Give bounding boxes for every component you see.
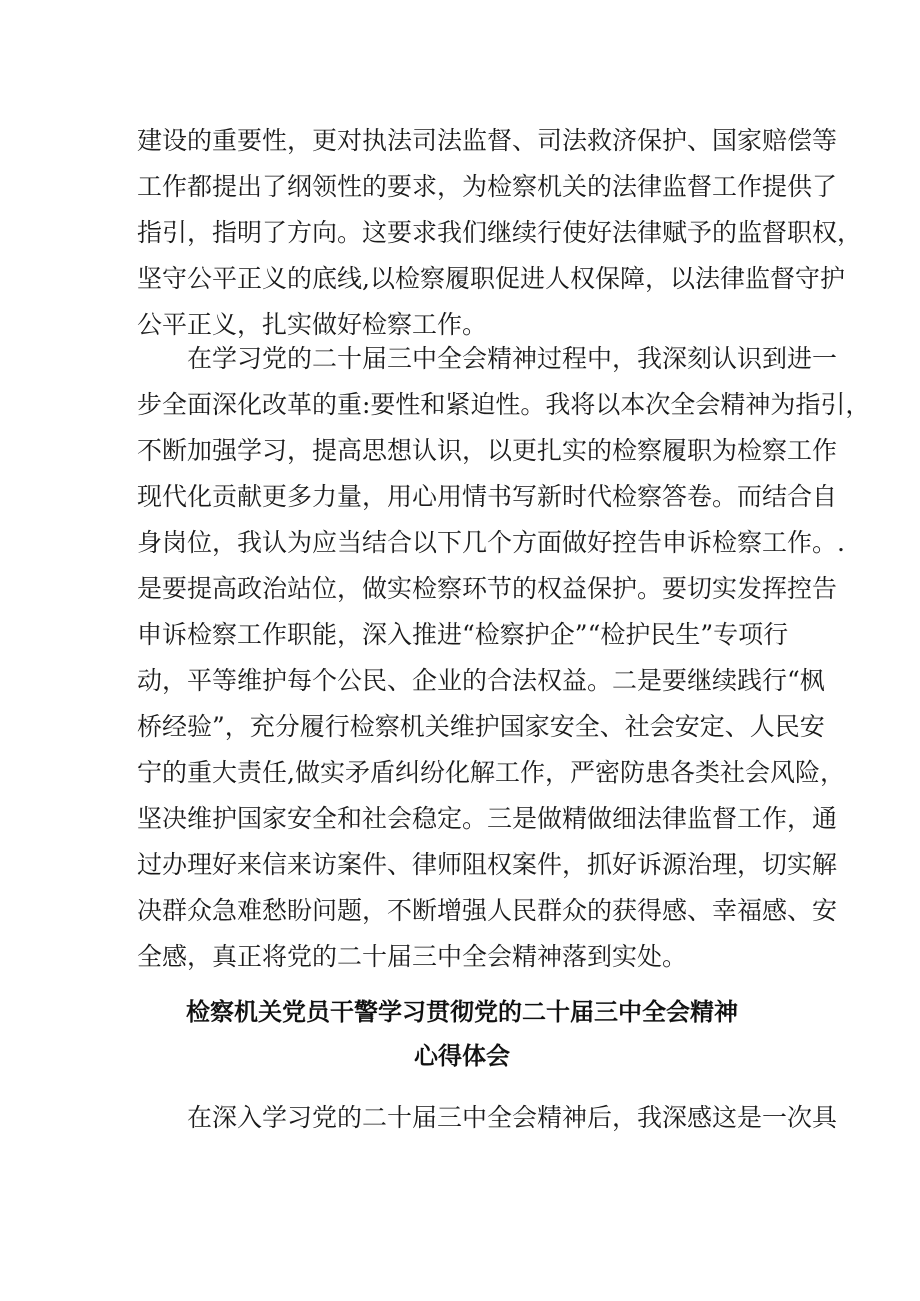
paragraph-2-line: 宁的重大责任,做实矛盾纠纷化解工作，严密防患各类社会风险， — [137, 758, 845, 787]
paragraph-3-line: 在深入学习党的二十届三中全会精神后，我深感这是一次具 — [187, 1103, 838, 1132]
paragraph-1-line: 工作都提出了纲领性的要求，为检察机关的法律监督工作提供了 — [137, 172, 838, 201]
paragraph-2-line: 申诉检察工作职能，深入推进“检察护企”“检护民生”专项行 — [137, 620, 789, 649]
paragraph-1-line: 建设的重要性，更对执法司法监督、司法救济保护、国家赔偿等 — [137, 126, 838, 155]
paragraph-2-line: 现代化贡献更多力量，用心用情书写新时代检察答卷。而结合自 — [137, 482, 838, 511]
paragraph-2-line: 全感，真正将党的二十届三中全会精神落到实处。 — [137, 942, 688, 971]
paragraph-2-line: 决群众急难愁盼问题，不断增强人民群众的获得感、幸福感、安 — [137, 896, 838, 925]
paragraph-2-line: 身岗位，我认为应当结合以下几个方面做好控告申诉检察工作。. — [137, 528, 845, 557]
section-title — [137, 990, 787, 1078]
section-title-line-1: 检察机关党员干警学习贯彻党的二十届三中全会精神 — [186, 998, 738, 1026]
section-title-line-2: 心得体会 — [414, 1042, 510, 1070]
paragraph-2-line: 桥经验”，充分履行检察机关维护国家安全、社会安定、人民安 — [137, 712, 825, 741]
paragraph-1 — [137, 118, 863, 348]
paragraph-2-line: 在学习党的二十届三中全会精神过程中，我深刻认识到进一 — [187, 344, 838, 373]
paragraph-2-line: 是要提高政治站位，做实检察环节的权益保护。要切实发挥控告 — [137, 574, 838, 603]
paragraph-2-line: 不断加强学习，提高思想认识，以更扎实的检察履职为检察工作 — [137, 436, 838, 465]
paragraph-1-line: 指引，指明了方向。这要求我们继续行使好法律赋予的监督职权， — [137, 218, 863, 247]
paragraph-1-line: 公平正义，扎实做好检察工作。 — [137, 310, 488, 339]
paragraph-2-line: 坚决维护国家安全和社会稳定。三是做精做细法律监督工作，通 — [137, 804, 838, 833]
paragraph-2 — [137, 336, 871, 980]
paragraph-1-line: 坚守公平正义的底线,以检察履职促进人权保障，以法律监督守护 — [137, 264, 845, 293]
paragraph-3 — [137, 1095, 838, 1141]
paragraph-2-line: 过办理好来信来访案件、律师阻权案件，抓好诉源治理，切实解 — [137, 850, 838, 879]
paragraph-2-line: 步全面深化改革的重:要性和紧迫性。我将以本次全会精神为指引， — [137, 390, 871, 419]
paragraph-2-line: 动，平等维护每个公民、企业的合法权益。二是要继续践行“枫 — [137, 666, 825, 695]
